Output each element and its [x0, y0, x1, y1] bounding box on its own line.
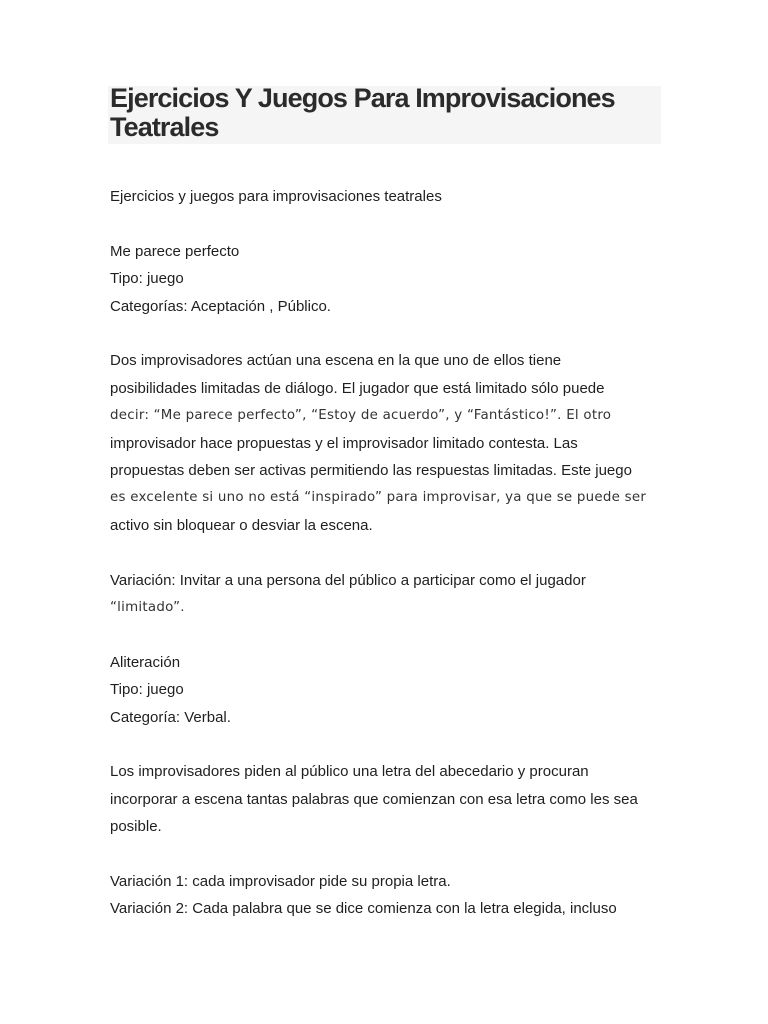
game-category: Categoría: Verbal. [110, 708, 231, 726]
description-line: Los improvisadores piden al público una letra del abecedario y procuran [110, 763, 589, 781]
game-header-me-parece-perfecto [110, 238, 670, 320]
game-type: Tipo: juego [110, 270, 184, 288]
description-line: posible. [110, 818, 162, 836]
document-body [110, 183, 670, 923]
variation-line: “limitado”. [110, 600, 185, 616]
game-description-paragraph [110, 347, 670, 539]
description-line: decir: “Me parece perfecto”, “Estoy de acuerdo”, y “Fantástico!”. El otro [110, 408, 612, 424]
page-title: Ejercicios Y Juegos Para Improvisaciones Teatrales [110, 83, 615, 142]
variation-line: Variación 1: cada improvisador pide su propia letra. [110, 873, 451, 891]
description-line: es excelente si uno no está “inspirado” para improvisar, ya que se puede ser [110, 490, 647, 506]
game-type: Tipo: juego [110, 681, 184, 699]
game-categories: Categorías: Aceptación , Público. [110, 297, 331, 315]
game-name: Me parece perfecto [110, 242, 240, 260]
description-line: activo sin bloquear o desviar la escena. [110, 516, 373, 534]
description-line: incorporar a escena tantas palabras que comienzan con esa letra como les sea [110, 790, 638, 808]
game-header-aliteracion [110, 649, 670, 731]
description-line: propuestas deben ser activas permitiendo las respuestas limitadas. Este juego [110, 462, 632, 480]
description-line: posibilidades limitadas de diálogo. El jugador que está limitado sólo puede [110, 379, 605, 397]
game-variation-paragraph [110, 567, 670, 622]
variation-line: Variación: Invitar a una persona del público a participar como el jugador [110, 571, 586, 589]
description-line: Dos improvisadores actúan una escena en la que uno de ellos tiene [110, 352, 562, 370]
variation-line: Variación 2: Cada palabra que se dice comienza con la letra elegida, incluso [110, 900, 617, 918]
document-subtitle: Ejercicios y juegos para improvisaciones teatrales [110, 188, 442, 205]
description-line: improvisador hace propuestas y el improvisador limitado contesta. Las [110, 434, 578, 452]
game-name: Aliteración [110, 653, 181, 671]
game-description-paragraph [110, 758, 670, 840]
game-variations-paragraph [110, 868, 670, 923]
